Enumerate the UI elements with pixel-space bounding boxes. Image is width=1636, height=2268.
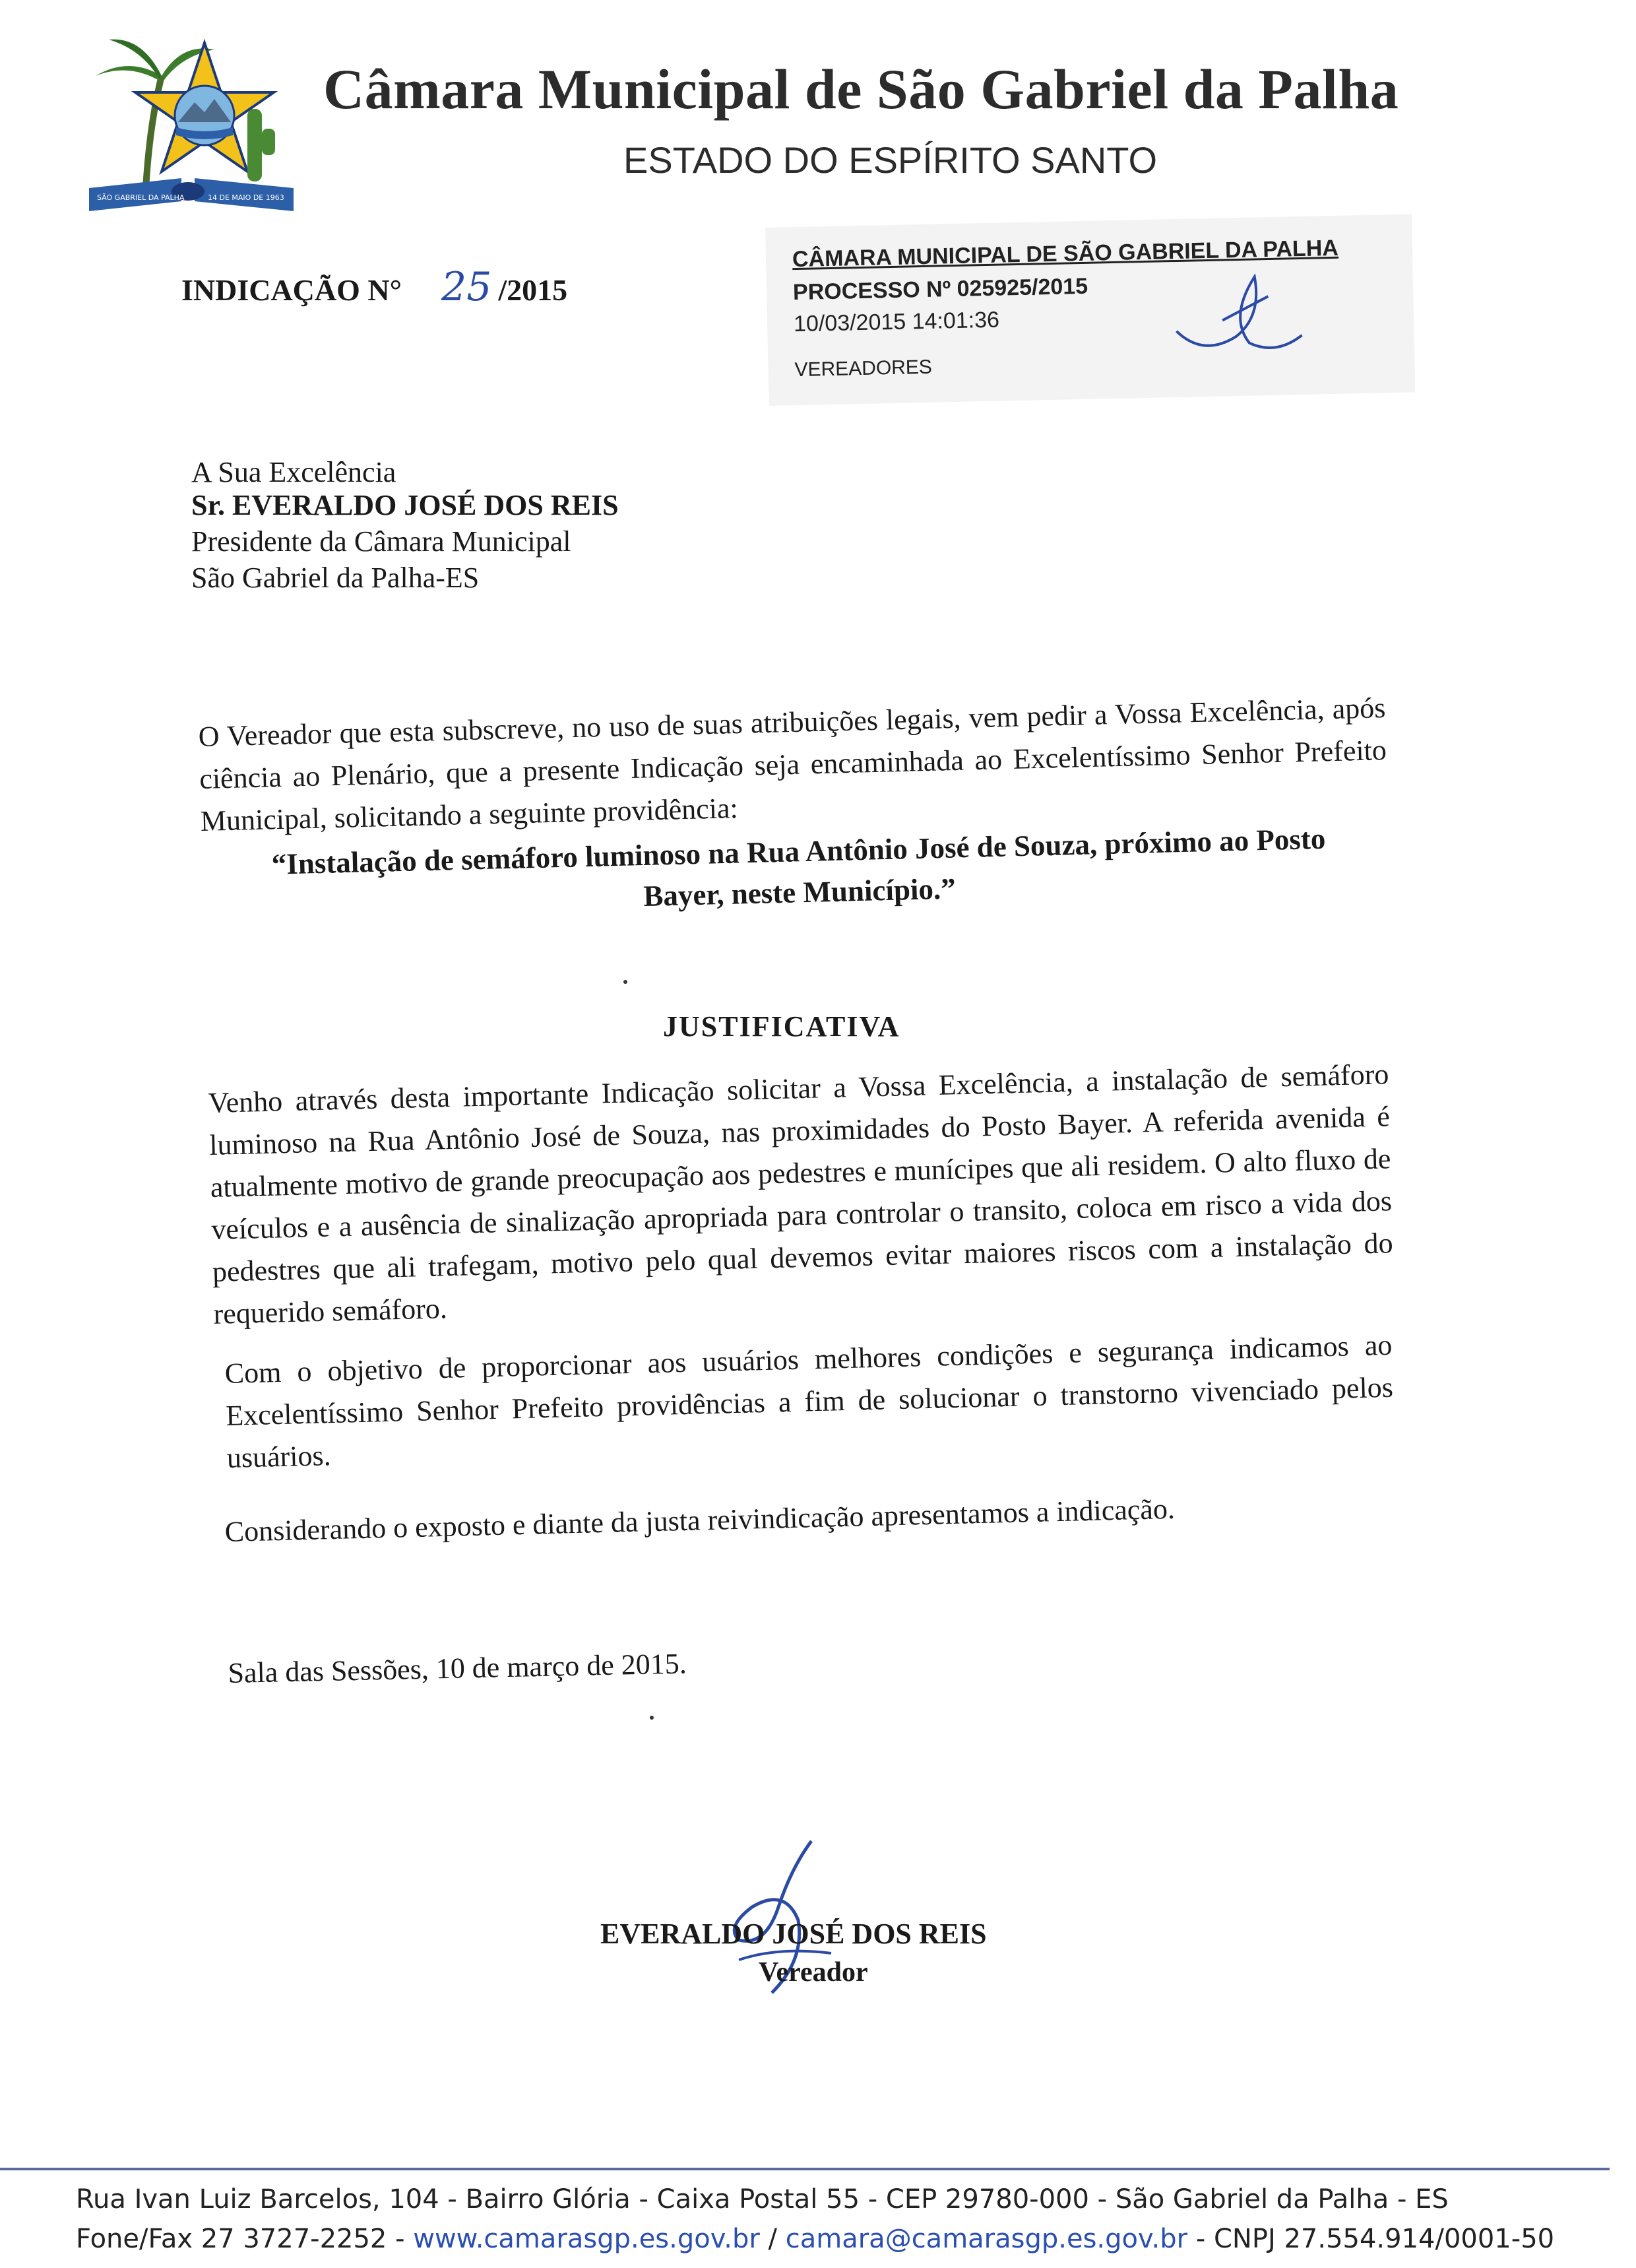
protocol-stamp bbox=[765, 214, 1415, 405]
stamp-department: VEREADORES bbox=[794, 356, 933, 381]
footer-cnpj: - CNPJ 27.554.914/0001-50 bbox=[1187, 2224, 1555, 2254]
request-statement: “Instalação de semáforo luminoso na Rua Antônio José de Souza, próximo ao Posto Bayer, neste Município.” bbox=[271, 822, 1326, 913]
stamp-title: CÂMARA MUNICIPAL DE SÃO GABRIEL DA PALHA bbox=[792, 235, 1339, 273]
coat-of-arms-logo bbox=[82, 30, 300, 221]
address-salutation: A Sua Excelência bbox=[191, 456, 396, 488]
footer-separator: / bbox=[759, 2224, 786, 2254]
address-recipient-role: Presidente da Câmara Municipal bbox=[191, 525, 571, 558]
footer-website-link[interactable]: www.camarasgp.es.gov.br bbox=[413, 2224, 760, 2254]
intro-paragraph: O Vereador que esta subscreve, no uso de suas atribuições legais, vem pedir a Vossa Excelência, após ciência ao Plenário, que a presente Indicação seja encaminhada ao Excelentíssimo Senhor Prefeito Municipal, solicitando a seguinte providência: bbox=[198, 692, 1387, 837]
indication-year: /2015 bbox=[498, 273, 568, 307]
chamber-name-title: Câmara Municipal de São Gabriel da Palha bbox=[323, 57, 1399, 121]
stamp-datetime: 10/03/2015 14:01:36 bbox=[793, 307, 1000, 337]
footer-address: Rua Ivan Luiz Barcelos, 104 - Bairro Glória - Caixa Postal 55 - CEP 29780-000 - São Gabriel da Palha - ES bbox=[76, 2184, 1449, 2215]
logo-ribbon-left-text: SÃO GABRIEL DA PALHA bbox=[97, 193, 185, 202]
session-date-line: Sala das Sessões, 10 de março de 2015. bbox=[228, 1647, 687, 1689]
stray-dot bbox=[623, 980, 627, 984]
indication-handwritten-number: 25 bbox=[441, 264, 492, 310]
indication-number bbox=[181, 264, 567, 310]
logo-ribbon-right-text: 14 DE MAIO DE 1963 bbox=[208, 193, 284, 202]
stamp-rubric-signature bbox=[1162, 256, 1309, 365]
stamp-process-number: PROCESSO Nº 025925/2015 bbox=[792, 273, 1088, 306]
justification-heading: JUSTIFICATIVA bbox=[663, 1010, 900, 1043]
signer-name: EVERALDO JOSÉ DOS REIS bbox=[600, 1918, 987, 1950]
footer-contact bbox=[76, 2224, 1554, 2254]
address-city: São Gabriel da Palha-ES bbox=[191, 562, 480, 594]
indication-label: INDICAÇÃO N° bbox=[181, 273, 402, 307]
justification-paragraph-2: Com o objetivo de proporcionar aos usuários melhores condições e segurança indicamos ao Excelentíssimo Senhor Prefeito providências a fim de solucionar o transtorno vivenciado pelos usuários. bbox=[224, 1328, 1394, 1474]
signer-role: Vereador bbox=[759, 1957, 868, 1988]
footer-phone: Fone/Fax 27 3727-2252 - bbox=[76, 2224, 414, 2254]
footer-email-link[interactable]: camara@camarasgp.es.gov.br bbox=[785, 2224, 1188, 2254]
state-name-subtitle: ESTADO DO ESPÍRITO SANTO bbox=[623, 139, 1158, 181]
address-recipient-name: Sr. EVERALDO JOSÉ DOS REIS bbox=[191, 489, 619, 521]
justification-paragraph-3: Considerando o exposto e diante da justa reivindicação apresentamos a indicação. bbox=[224, 1492, 1176, 1548]
stray-dot bbox=[650, 1716, 654, 1720]
footer-divider bbox=[0, 2168, 1610, 2170]
justification-paragraph-1: Venho através desta importante Indicação solicitar a Vossa Excelência, a instalação de semáforo luminoso na Rua Antônio José de Souza, nas proximidades do Posto Bayer. A referida avenida é atualmente motivo de grande preocupação aos pedestres e munícipes que ali residem. O alto fluxo de veículos e a ausência de sinalização apropriada para controlar o transito, coloca em risco a vida dos pedestres que ali trafegam, motivo pelo qual devemos evitar maiores riscos com a instalação do requerido semáforo. bbox=[208, 1058, 1394, 1330]
